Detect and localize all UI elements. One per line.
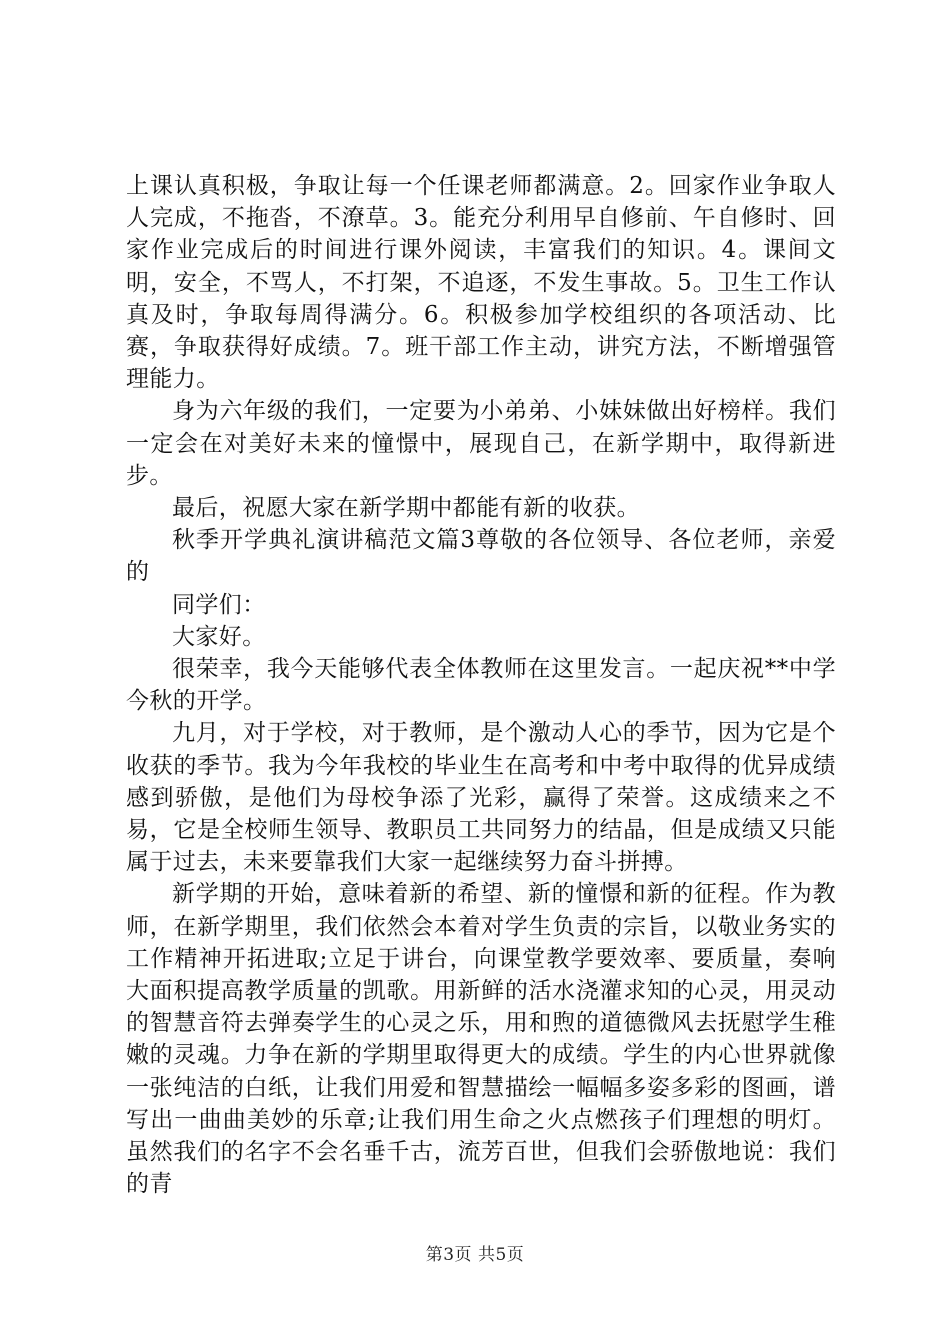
paragraph-8: 九月，对于学校，对于教师，是个激动人心的季节，因为它是个收获的季节。我为今年我校的毕业生在高考和中考中取得的优异成绩感到骄傲，是他们为母校争添了光彩，赢得了荣誉。这成绩来之不易，它是全校师生领导、教职员工共同努力的结晶，但是成绩又只能属于过去，未来要靠我们大家一起继续努力奋斗拼搏。 bbox=[126, 720, 836, 876]
paragraph-9: 新学期的开始，意味着新的希望、新的憧憬和新的征程。作为教师，在新学期里，我们依然会本着对学生负责的宗旨，以敬业务实的工作精神开拓进取;立足于讲台，向课堂教学要效率、要质量，奏响大面积提高教学质量的凯歌。用新鲜的活水浇灌求知的心灵，用灵动的智慧音符去弹奏学生的心灵之乐，用和煦的道德微风去抚慰学生稚嫩的灵魂。力争在新的学期里取得更大的成绩。学生的内心世界就像一张纯洁的白纸，让我们用爱和智慧描绘一幅幅多姿多彩的图画，谱写出一曲曲美妙的乐章;让我们用生命之火点燃孩子们理想的明灯。虽然我们的名字不会名垂千古，流芳百世，但我们会骄傲地说：我们的青 bbox=[126, 881, 836, 1198]
page-footer: 第3页 共5页 bbox=[425, 1245, 525, 1265]
paragraph-3: 最后，祝愿大家在新学期中都能有新的收获。 bbox=[172, 495, 640, 522]
paragraph-6: 大家好。 bbox=[172, 623, 266, 650]
paragraph-4: 秋季开学典礼演讲稿范文篇3尊敬的各位领导、各位老师，亲爱的 bbox=[126, 527, 836, 586]
paragraph-7: 很荣幸，我今天能够代表全体教师在这里发言。一起庆祝**中学今秋的开学。 bbox=[126, 656, 836, 715]
paragraph-2: 身为六年级的我们，一定要为小弟弟、小妹妹做出好榜样。我们一定会在对美好未来的憧憬中，展现自己，在新学期中，取得新进步。 bbox=[126, 398, 836, 489]
body-text bbox=[126, 170, 836, 1201]
paragraph-1: 上课认真积极，争取让每一个任课老师都满意。2。回家作业争取人人完成，不拖沓，不潦草。3。能充分利用早自修前、午自修时、回家作业完成后的时间进行课外阅读，丰富我们的知识。4。课间文明，安全，不骂人，不打架，不追逐，不发生事故。5。卫生工作认真及时，争取每周得满分。6。积极参加学校组织的各项活动、比赛，争取获得好成绩。7。班干部工作主动，讲究方法，不断增强管理能力。 bbox=[126, 173, 836, 393]
paragraph-5: 同学们： bbox=[172, 591, 266, 618]
